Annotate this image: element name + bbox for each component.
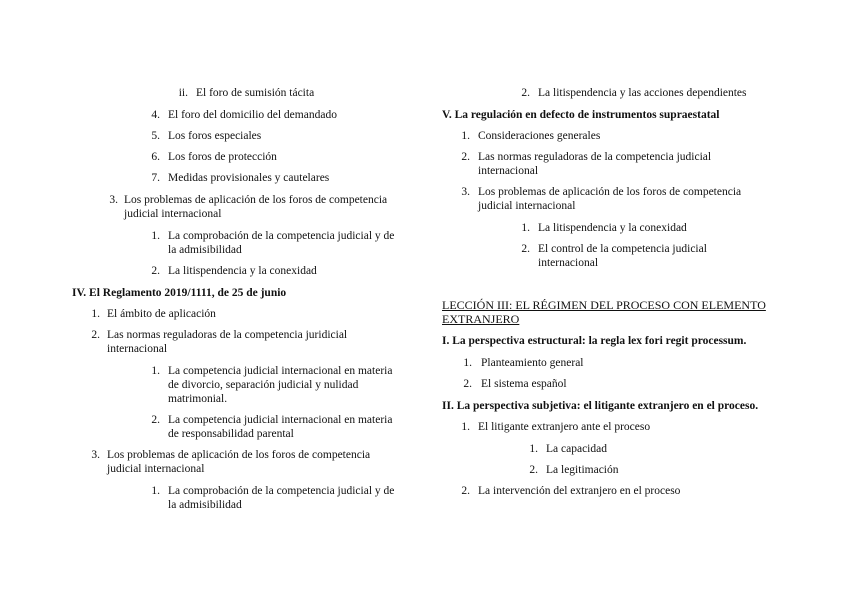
list-number: 6.	[151, 151, 160, 163]
list-text: La competencia judicial internacional en materia	[168, 414, 393, 426]
list-text: El foro del domicilio del demandado	[168, 109, 337, 121]
list-text: Los problemas de aplicación de los foros de competencia	[478, 186, 742, 198]
list-number: 1.	[151, 230, 160, 242]
list-text: La litispendencia y las acciones dependientes	[538, 87, 747, 99]
list-text: La litispendencia y la conexidad	[538, 222, 687, 234]
list-number: 2.	[463, 378, 472, 390]
list-number: 4.	[151, 109, 160, 121]
list-text: El litigante extranjero ante el proceso	[478, 421, 651, 433]
list-text: matrimonial.	[168, 393, 228, 405]
lesson-title-continued: EXTRANJERO	[442, 312, 520, 326]
list-number: 5.	[151, 130, 160, 142]
list-number: 2.	[151, 265, 160, 277]
list-text: judicial internacional	[107, 463, 205, 475]
list-text: internacional	[478, 165, 539, 177]
list-text: de responsabilidad parental	[168, 428, 294, 440]
section-heading-i: I. La perspectiva estructural: la regla lex fori regit processum.	[442, 335, 747, 347]
list-text: La comprobación de la competencia judicial y de	[168, 230, 395, 242]
list-text: internacional	[538, 257, 599, 269]
section-heading-ii: II. La perspectiva subjetiva: el litigante extranjero en el proceso.	[442, 400, 759, 412]
list-number: 1.	[461, 421, 470, 433]
section-heading-iv: IV. El Reglamento 2019/1111, de 25 de junio	[72, 287, 287, 299]
section-heading-v: V. La regulación en defecto de instrumentos supraestatal	[442, 109, 720, 121]
list-number: 2.	[529, 464, 538, 476]
list-text: internacional	[107, 343, 168, 355]
list-number: 1.	[529, 443, 538, 455]
list-text: Los foros de protección	[168, 151, 277, 163]
list-number: 1.	[151, 485, 160, 497]
list-text: El sistema español	[481, 378, 567, 390]
list-number: 1.	[91, 308, 100, 320]
list-text: Las normas reguladoras de la competencia juridicial	[107, 329, 348, 341]
list-text: Las normas reguladoras de la competencia judicial	[478, 151, 712, 163]
lesson-title: LECCIÓN III: EL RÉGIMEN DEL PROCESO CON ELEMENTO	[442, 298, 766, 312]
list-number: ii.	[178, 87, 188, 99]
list-text: la admisibilidad	[168, 244, 242, 256]
list-text: La competencia judicial internacional en materia	[168, 365, 393, 377]
list-number: 3.	[109, 194, 118, 206]
list-text: Los problemas de aplicación de los foros de competencia	[107, 449, 371, 461]
list-number: 2.	[91, 329, 100, 341]
list-text: la admisibilidad	[168, 499, 242, 511]
list-text: Medidas provisionales y cautelares	[168, 172, 330, 184]
list-text: judicial internacional	[478, 200, 576, 212]
list-text: Los problemas de aplicación de los foros de competencia	[124, 194, 388, 206]
list-number: 1.	[463, 357, 472, 369]
list-number: 2.	[521, 243, 530, 255]
list-text: judicial internacional	[124, 208, 222, 220]
list-text: El control de la competencia judicial	[538, 243, 707, 255]
list-text: La capacidad	[546, 443, 607, 455]
list-number: 1.	[521, 222, 530, 234]
list-number: 2.	[461, 485, 470, 497]
list-text: El ámbito de aplicación	[107, 308, 216, 320]
list-text: Planteamiento general	[481, 357, 584, 369]
list-number: 1.	[151, 365, 160, 377]
list-text: La legitimación	[546, 464, 619, 476]
list-number: 2.	[521, 87, 530, 99]
list-number: 1.	[461, 130, 470, 142]
list-text: El foro de sumisión tácita	[196, 87, 315, 99]
list-text: de divorcio, separación judicial y nulidad	[168, 379, 359, 391]
list-number: 2.	[151, 414, 160, 426]
list-text: La litispendencia y la conexidad	[168, 265, 317, 277]
list-number: 3.	[91, 449, 100, 461]
list-number: 2.	[461, 151, 470, 163]
list-text: La comprobación de la competencia judicial y de	[168, 485, 395, 497]
list-number: 3.	[461, 186, 470, 198]
list-text: La intervención del extranjero en el proceso	[478, 485, 681, 497]
list-text: Consideraciones generales	[478, 130, 601, 142]
list-number: 7.	[151, 172, 160, 184]
list-text: Los foros especiales	[168, 130, 262, 142]
